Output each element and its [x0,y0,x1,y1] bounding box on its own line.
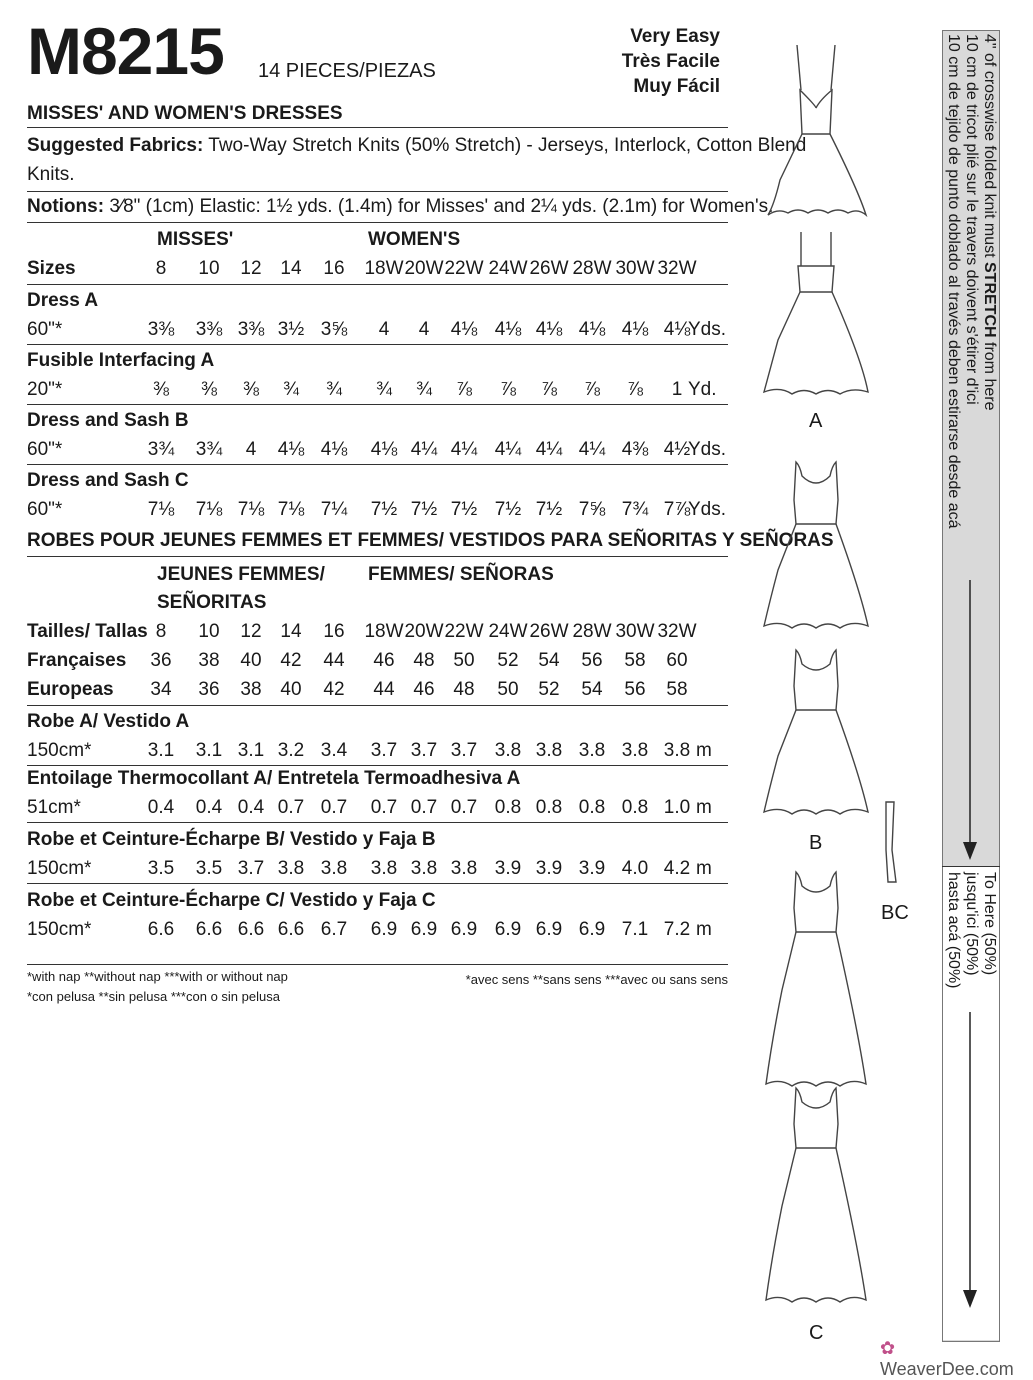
row-unit: m [696,858,712,879]
table-cell: 32W [657,258,697,279]
table-cell: 0.7 [370,797,398,818]
table-cell: 3.2 [277,740,305,761]
table-cell: 56 [581,650,603,671]
notions-label: Notions: [27,196,105,217]
notions-text: 3⁄8" (1cm) Elastic: 1½ yds. (1.4m) for Misses' and 2¼ yds. (2.1m) for Women's. [109,196,774,217]
table-cell: 40 [240,650,262,671]
table-cell: 24W [488,621,528,642]
table-cell: 3.8 [663,740,691,761]
label-b: B [809,832,823,854]
table-cell: 3.8 [578,740,606,761]
table-cell: 14 [280,258,302,279]
table-cell: 7½ [535,499,563,520]
row-width: 60"* [27,319,63,340]
footnote-en: *with nap **without nap ***with or without nap [27,969,288,984]
table-cell: ⅜ [153,379,169,400]
table-cell: 54 [538,650,560,671]
table-cell: 6.9 [370,919,398,940]
table-cell: 34 [150,679,172,700]
pattern-subtitle: MISSES' AND WOMEN'S DRESSES [27,103,343,124]
footnote-es: *con pelusa **sin pelusa ***con o sin pelusa [27,989,280,1004]
table-cell: 7⅝ [578,499,606,520]
table-cell: 4 [418,319,430,340]
table-cell: 28W [572,258,612,279]
table-cell: 50 [453,650,475,671]
table-cell: 46 [373,650,395,671]
suggested-fabrics [27,135,806,157]
table-cell: ¾ [326,379,342,400]
table-cell: 22W [444,258,484,279]
pattern-number: M8215 [27,14,224,88]
table-cell: 6.9 [410,919,438,940]
table-cell: 4⅛ [450,319,478,340]
table-cell: 12 [240,621,262,642]
table-cell: 12 [240,258,262,279]
divider [27,191,728,192]
gauge-text-es: 10 cm de tejido de punto doblado al través deben estirarse desde acá [945,34,962,529]
gauge-text-en-post: from here [981,337,998,411]
watermark-logo-icon: ✿ [880,1338,896,1358]
gauge-arrows [958,580,982,1340]
table-cell: 4⅜ [621,439,649,460]
size-row-label: Europeas [27,679,114,700]
table-cell: 4¼ [494,439,522,460]
sizes-label: Sizes [27,258,76,279]
table-cell: 1 [671,379,683,400]
table-cell: 42 [280,650,302,671]
table-cell: 16 [323,258,345,279]
divider [27,705,728,706]
table-cell: 7⅛ [277,499,305,520]
table-cell: 48 [413,650,435,671]
table-cell: 7½ [410,499,438,520]
table-cell: 7.1 [621,919,649,940]
group-misses: MISSES' [157,229,234,250]
row-title: Entoilage Thermocollant A/ Entretela Termoadhesiva A [27,768,521,789]
table-cell: 36 [150,650,172,671]
dress-b-front [764,462,868,628]
table-cell: ¾ [376,379,392,400]
divider [27,822,728,823]
gauge-to-fr: jusqu'ici (50%) [963,872,980,976]
table-cell: 4⅛ [320,439,348,460]
table-cell: 4½ [663,439,691,460]
gauge-text-en [980,34,998,410]
table-cell: 22W [444,621,484,642]
table-cell: 3.1 [195,740,223,761]
table-cell: 0.8 [535,797,563,818]
row-width: 150cm* [27,919,92,940]
row-width: 150cm* [27,740,92,761]
table-cell: 4 [378,319,390,340]
table-cell: ⅞ [627,379,643,400]
divider [27,344,728,345]
row-title: Dress and Sash C [27,470,189,491]
label-c: C [809,1322,824,1344]
table-cell: 38 [198,650,220,671]
table-cell: 0.4 [237,797,265,818]
table-cell: 8 [155,621,167,642]
table-cell: ⅞ [541,379,557,400]
table-cell: 36 [198,679,220,700]
table-cell: 0.8 [494,797,522,818]
table-cell: 3.1 [147,740,175,761]
difficulty-en: Very Easy [630,26,720,47]
table-cell: 52 [538,679,560,700]
table-cell: 3.9 [494,858,522,879]
fabrics-label: Suggested Fabrics: [27,135,204,156]
table-cell: 0.7 [410,797,438,818]
row-width: 20"* [27,379,63,400]
table-cell: 4.0 [621,858,649,879]
dress-c-front [766,872,866,1086]
table-cell: 3.7 [237,858,265,879]
group-femmes: FEMMES/ SEÑORAS [368,564,554,585]
table-cell: 6.9 [578,919,606,940]
table-cell: 3.7 [410,740,438,761]
divider [27,964,728,965]
table-cell: 3.7 [370,740,398,761]
dress-illustrations [740,30,940,1340]
row-unit: Yds. [688,439,727,460]
gauge-text-en-bold: STRETCH [981,262,998,338]
size-row-label: Françaises [27,650,127,671]
table-cell: 4⅛ [663,319,691,340]
table-cell: 4⅛ [494,319,522,340]
table-cell: 3.1 [237,740,265,761]
table-cell: 1.0 [663,797,691,818]
table-cell: 26W [529,258,569,279]
table-cell: 24W [488,258,528,279]
fabrics-text: Two-Way Stretch Knits (50% Stretch) - Jerseys, Interlock, Cotton Blend [208,135,807,156]
metric-heading: ROBES POUR JEUNES FEMMES ET FEMMES/ VESTIDOS PARA SEÑORITAS Y SEÑORAS [27,530,834,551]
table-cell: 40 [280,679,302,700]
footnote-fr: *avec sens **sans sens ***avec ou sans sens [465,972,728,987]
table-cell: 16 [323,621,345,642]
table-cell: 18W [364,621,404,642]
table-cell: 30W [615,258,655,279]
table-cell: 48 [453,679,475,700]
group-women: WOMEN'S [368,229,461,250]
row-title: Dress and Sash B [27,410,189,431]
table-cell: 10 [198,621,220,642]
table-cell: 7⅞ [663,499,691,520]
row-width: 150cm* [27,858,92,879]
table-cell: ⅞ [500,379,516,400]
row-title: Robe et Ceinture-Écharpe B/ Vestido y Faja B [27,829,436,850]
table-cell: 3.7 [450,740,478,761]
table-cell: 3.8 [410,858,438,879]
divider [27,883,728,884]
table-cell: 26W [529,621,569,642]
table-cell: ⅜ [201,379,217,400]
table-cell: 0.4 [147,797,175,818]
table-cell: ⅜ [243,379,259,400]
table-cell: 6.6 [147,919,175,940]
difficulty-fr: Très Facile [621,51,720,72]
table-cell: 7½ [450,499,478,520]
row-title: Robe A/ Vestido A [27,711,190,732]
table-cell: 4¼ [578,439,606,460]
table-cell: 3.5 [195,858,223,879]
table-cell: 58 [624,650,646,671]
table-cell: 46 [413,679,435,700]
table-cell: 3.8 [494,740,522,761]
row-unit: Yds. [688,319,727,340]
gauge-to-es: hasta acá (50%) [945,872,962,989]
table-cell: 44 [373,679,395,700]
table-cell: 6.9 [494,919,522,940]
table-cell: 0.8 [578,797,606,818]
table-cell: 0.7 [320,797,348,818]
table-cell: 4⅛ [535,319,563,340]
table-cell: 7⅛ [195,499,223,520]
gauge-text-fr: 10 cm de tricot plié sur le travers doivent s'étirer d'ici [963,34,980,405]
table-cell: 3.9 [578,858,606,879]
sash [886,802,896,882]
watermark [880,1338,1033,1380]
table-cell: 42 [323,679,345,700]
table-cell: 50 [497,679,519,700]
group-senoritas: SEÑORITAS [157,592,267,613]
table-cell: 14 [280,621,302,642]
table-cell: 7¾ [621,499,649,520]
row-width: 60"* [27,439,63,460]
table-cell: 0.4 [195,797,223,818]
dress-b-back [764,650,868,814]
dress-a-front [768,45,866,215]
row-title: Robe et Ceinture-Écharpe C/ Vestido y Faja C [27,890,436,911]
table-cell: 30W [615,621,655,642]
row-width: 60"* [27,499,63,520]
table-cell: 3.8 [320,858,348,879]
label-a: A [809,410,823,432]
dress-a-back [764,232,868,394]
table-cell: 6.6 [237,919,265,940]
table-cell: 60 [666,650,688,671]
row-title: Fusible Interfacing A [27,350,215,371]
table-cell: 3.8 [277,858,305,879]
row-title: Dress A [27,290,99,311]
table-cell: 20W [404,621,444,642]
table-cell: 44 [323,650,345,671]
notions [27,196,773,218]
table-cell: 3⅜ [237,319,265,340]
table-cell: 4.2 [663,858,691,879]
divider [27,127,728,128]
table-cell: 52 [497,650,519,671]
table-cell: 3⅜ [147,319,175,340]
table-cell: 0.7 [450,797,478,818]
table-cell: 10 [198,258,220,279]
table-cell: ¾ [416,379,432,400]
table-cell: 58 [666,679,688,700]
table-cell: 28W [572,621,612,642]
divider [27,464,728,465]
table-cell: 4⅛ [578,319,606,340]
table-cell: 3.8 [621,740,649,761]
table-cell: 38 [240,679,262,700]
gauge-to-en: To Here (50%) [981,872,998,976]
row-unit: m [696,919,712,940]
table-cell: 4¼ [410,439,438,460]
table-cell: 3.5 [147,858,175,879]
row-unit: m [696,740,712,761]
divider [27,765,728,766]
table-cell: 3¾ [147,439,175,460]
row-width: 51cm* [27,797,81,818]
table-cell: 7.2 [663,919,691,940]
table-cell: 0.8 [621,797,649,818]
table-cell: 54 [581,679,603,700]
table-cell: ⅞ [584,379,600,400]
table-cell: 7⅛ [147,499,175,520]
table-cell: 4⅛ [277,439,305,460]
table-cell: 4¼ [535,439,563,460]
divider [27,556,728,557]
difficulty-es: Muy Fácil [633,76,720,97]
label-bc: BC [881,902,909,924]
gauge-text-en-pre: 4" of crosswise folded knit must [981,34,998,262]
table-cell: 20W [404,258,444,279]
table-cell: 3.8 [450,858,478,879]
table-cell: 6.6 [195,919,223,940]
table-cell: ⅞ [456,379,472,400]
table-cell: 3⅝ [320,319,348,340]
table-cell: 4⅛ [621,319,649,340]
table-cell: 6.9 [450,919,478,940]
table-cell: 7½ [370,499,398,520]
table-cell: 4⅛ [370,439,398,460]
table-cell: 4¼ [450,439,478,460]
row-unit: Yds. [688,499,727,520]
table-cell: 3.4 [320,740,348,761]
table-cell: ¾ [283,379,299,400]
table-cell: 6.6 [277,919,305,940]
row-unit: Yd. [688,379,717,400]
watermark-text: WeaverDee.com [880,1359,1014,1379]
table-cell: 3.8 [535,740,563,761]
table-cell: 7½ [494,499,522,520]
row-unit: m [696,797,712,818]
dress-c-back [766,1088,866,1302]
table-cell: 3.8 [370,858,398,879]
divider [27,284,728,285]
table-cell: 6.9 [535,919,563,940]
table-cell: 32W [657,621,697,642]
divider [27,404,728,405]
table-cell: 7⅛ [237,499,265,520]
table-cell: 4 [245,439,257,460]
difficulty-block [622,24,720,99]
pieces-count: 14 PIECES/PIEZAS [258,60,436,82]
table-cell: 7¼ [320,499,348,520]
table-cell: 6.7 [320,919,348,940]
group-jeunes: JEUNES FEMMES/ [157,564,325,585]
table-cell: 0.7 [277,797,305,818]
table-cell: 3¾ [195,439,223,460]
table-cell: 3½ [277,319,305,340]
fabrics-text-cont: Knits. [27,164,75,185]
table-cell: 8 [155,258,167,279]
table-cell: 3.9 [535,858,563,879]
size-row-label: Tailles/ Tallas [27,621,148,642]
divider [27,222,728,223]
table-cell: 18W [364,258,404,279]
table-cell: 56 [624,679,646,700]
table-cell: 3⅜ [195,319,223,340]
